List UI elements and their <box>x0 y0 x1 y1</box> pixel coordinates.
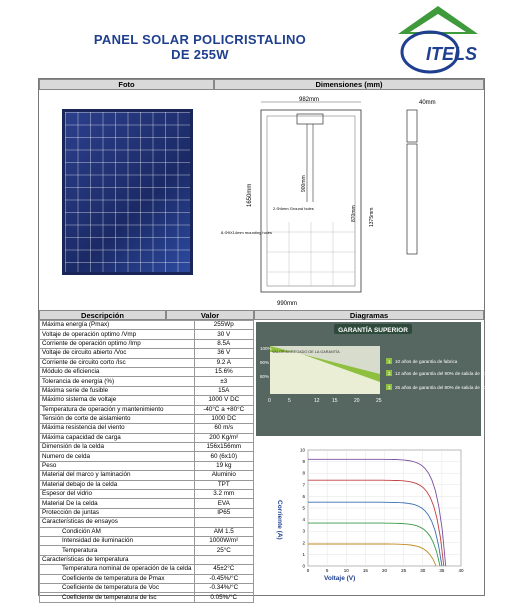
spec-label: Máxima serie de fusible <box>40 386 195 395</box>
spec-label: Material del marco y laminación <box>40 471 195 480</box>
spec-label: Voltaje de operación optimo /Vmp <box>40 330 195 339</box>
spec-value: 156x156mm <box>194 443 253 452</box>
iv-x-tick: 35 <box>439 568 445 573</box>
spec-value: 9.2 A <box>194 358 253 367</box>
guarantee-chart <box>256 322 499 436</box>
solar-panel-photo <box>62 109 193 275</box>
spec-table <box>39 320 254 603</box>
spec-label: Máxima energía (Pmax) <box>40 321 195 330</box>
iv-chart <box>256 440 481 596</box>
spec-row <box>40 593 254 602</box>
spec-label: Material De la celda <box>40 499 195 508</box>
spec-value: EVA <box>194 499 253 508</box>
spec-row <box>40 480 254 489</box>
dim-982: 982mm <box>299 97 320 103</box>
spec-row <box>40 461 254 470</box>
spec-row <box>40 367 254 376</box>
spec-label: Tolerancia de energía (%) <box>40 377 195 386</box>
spec-value: 36 V <box>194 349 253 358</box>
iv-x-tick: 0 <box>306 568 310 573</box>
spec-value: 15.6% <box>194 367 253 376</box>
dimensions-header: Dimensiones (mm) <box>214 79 484 90</box>
spec-label: Módulo de eficiencia <box>40 367 195 376</box>
spec-value: 30 V <box>194 330 253 339</box>
spec-row <box>40 424 254 433</box>
spec-label: Corriente de operación optimo /Imp <box>40 339 195 348</box>
dim-900: 900mm <box>301 175 307 192</box>
iv-y-tick: 10 <box>299 447 305 453</box>
photo-header: Foto <box>39 79 214 90</box>
spec-value: IP65 <box>194 508 253 517</box>
iv-xlabel: Voltaje (V) <box>324 575 356 582</box>
spec-row <box>40 583 254 592</box>
mounting-holes-label: 8-Φ9X14mm mounting holes <box>221 230 272 235</box>
spec-value <box>194 555 253 564</box>
description-header: Descripción <box>39 310 166 320</box>
spec-value <box>194 518 253 527</box>
spec-value: TPT <box>194 480 253 489</box>
title-line-2: DE 255W <box>171 47 229 62</box>
iv-x-tick: 10 <box>343 568 349 573</box>
spec-row <box>40 414 254 423</box>
spec-label: Numero de celda <box>40 452 195 461</box>
spec-label: Espesor del vidrio <box>40 490 195 499</box>
spec-row <box>40 377 254 386</box>
spec-row <box>40 321 254 330</box>
spec-value: 1000 V DC <box>194 396 253 405</box>
x-label-15: 15 <box>332 398 338 404</box>
spec-label: Protección de juntas <box>40 508 195 517</box>
spec-value: AM 1.5 <box>194 527 253 536</box>
spec-label: Temperatura <box>40 546 195 555</box>
spec-row <box>40 433 254 442</box>
spec-row <box>40 452 254 461</box>
spec-value: 8.5A <box>194 339 253 348</box>
spec-value: 25°C <box>194 546 253 555</box>
iv-x-tick: 15 <box>362 568 368 573</box>
iv-y-tick: 7 <box>302 482 305 488</box>
spec-label: Temperatura de operación y mantenimiento <box>40 405 195 414</box>
iv-y-tick: 8 <box>302 470 305 476</box>
spec-label: Coeficiente de temperatura de Pmax <box>40 574 195 583</box>
dim-990: 990mm <box>277 301 298 307</box>
iv-x-tick: 30 <box>420 568 426 573</box>
spec-label: Tensión de corte de aislamiento <box>40 414 195 423</box>
iv-y-tick: 4 <box>302 517 305 523</box>
x-label-25: 25 <box>376 398 382 404</box>
spec-value: 200 Kg/m² <box>194 433 253 442</box>
legend-text-2: 12 años de garantía del 90% de salida de corriente <box>395 371 499 376</box>
spec-row <box>40 565 254 574</box>
spec-row <box>40 405 254 414</box>
spec-row <box>40 339 254 348</box>
page-title <box>70 32 330 62</box>
title-line-1: PANEL SOLAR POLICRISTALINO <box>93 32 307 47</box>
iv-y-tick: 3 <box>302 528 305 534</box>
spec-value: 19 kg <box>194 461 253 470</box>
y-label-100: 100% <box>260 346 272 351</box>
dimensions-drawing <box>221 92 479 307</box>
spec-value: ±3 <box>194 377 253 386</box>
spec-label: Características de ensayos <box>40 518 195 527</box>
x-label-0: 0 <box>268 398 271 404</box>
spec-label: Peso <box>40 461 195 470</box>
logo-text: ITELS <box>426 44 478 64</box>
spec-value: 60 m/s <box>194 424 253 433</box>
datasheet <box>38 78 499 601</box>
spec-value: 15A <box>194 386 253 395</box>
legend-num-2: 2 <box>388 371 391 376</box>
spec-label: Coeficiente de temperatura de Isc <box>40 593 195 602</box>
spec-row <box>40 349 254 358</box>
spec-value: 45±2°C <box>194 565 253 574</box>
spec-label: Intensidad de iluminación <box>40 536 195 545</box>
spec-label: Voltaje de circuito abierto /Voc <box>40 349 195 358</box>
spec-label: Temperatura nominal de operación de la celda <box>40 565 195 574</box>
legend-num-3: 3 <box>388 385 391 390</box>
spec-value: 60 (6x10) <box>194 452 253 461</box>
spec-value: 0.05%/°C <box>194 593 253 602</box>
legend-num-1: 1 <box>388 359 391 364</box>
spec-row <box>40 574 254 583</box>
iv-y-tick: 9 <box>302 459 305 465</box>
spec-row <box>40 518 254 527</box>
dim-1375: 1375mm <box>369 207 375 227</box>
iv-y-tick: 6 <box>302 493 305 499</box>
dim-870: 870mm <box>351 205 357 222</box>
iv-y-tick: 5 <box>302 505 305 511</box>
y-label-90: 90% <box>260 360 270 365</box>
ground-holes-label: 2-Φ4mm Ground holes <box>273 206 314 211</box>
spec-label: Corriente de circuito corto /Isc <box>40 358 195 367</box>
guarantee-title: GARANTÍA SUPERIOR <box>338 327 408 334</box>
spec-label: Condición AM <box>40 527 195 536</box>
iv-y-tick: 0 <box>302 563 305 569</box>
spec-value: Aluminio <box>194 471 253 480</box>
iv-ylabel: Corriente (A) <box>276 500 283 540</box>
spec-row <box>40 358 254 367</box>
guarantee-band-label: VALOR AGREGADO DE LA GARANTÍA <box>272 350 340 354</box>
dim-1650: 1650mm <box>247 183 253 207</box>
spec-label: Dimensión de la celda <box>40 443 195 452</box>
spec-row <box>40 555 254 564</box>
spec-row <box>40 536 254 545</box>
spec-value: 255Wp <box>194 321 253 330</box>
spec-row <box>40 330 254 339</box>
dim-40: 40mm <box>419 100 436 106</box>
value-header: Valor <box>166 310 254 320</box>
spec-row <box>40 396 254 405</box>
spec-value: -0.45%/°C <box>194 574 253 583</box>
spec-row <box>40 471 254 480</box>
spec-label: Coeficiente de temperatura de Voc <box>40 583 195 592</box>
spec-label: Máxima resistencia del viento <box>40 424 195 433</box>
spec-value: 1000W/m² <box>194 536 253 545</box>
spec-row <box>40 499 254 508</box>
spec-row <box>40 527 254 536</box>
spec-label: Material debajo de la celda <box>40 480 195 489</box>
spec-row <box>40 508 254 517</box>
spec-row <box>40 386 254 395</box>
diagrams-header: Diagramas <box>254 310 484 320</box>
iv-x-tick: 5 <box>325 568 329 573</box>
spec-label: Máximo sistema de voltaje <box>40 396 195 405</box>
spec-row <box>40 443 254 452</box>
spec-value: 1000 DC <box>194 414 253 423</box>
spec-label: Máxima capacidad de carga <box>40 433 195 442</box>
iv-x-tick: 40 <box>458 568 464 573</box>
iv-x-tick: 20 <box>381 568 388 573</box>
x-label-20: 20 <box>354 398 360 404</box>
legend-text-3: 25 años de garantía del 80% de salida de corriente <box>395 385 499 390</box>
spec-value: 3.2 mm <box>194 490 253 499</box>
iv-x-tick: 25 <box>401 568 407 573</box>
company-logo <box>392 4 484 76</box>
iv-y-tick: 1 <box>302 551 305 557</box>
spec-value: -0.34%/°C <box>194 583 253 592</box>
legend-text-1: 10 años de garantía de fabrica <box>395 359 458 364</box>
spec-label: Características de temperatura <box>40 555 195 564</box>
spec-value: -40°C a +80°C <box>194 405 253 414</box>
spec-row <box>40 490 254 499</box>
x-label-12: 12 <box>314 398 320 404</box>
iv-y-tick: 2 <box>302 540 305 546</box>
y-label-80: 80% <box>260 374 270 379</box>
spec-row <box>40 546 254 555</box>
x-label-5: 5 <box>288 398 291 404</box>
